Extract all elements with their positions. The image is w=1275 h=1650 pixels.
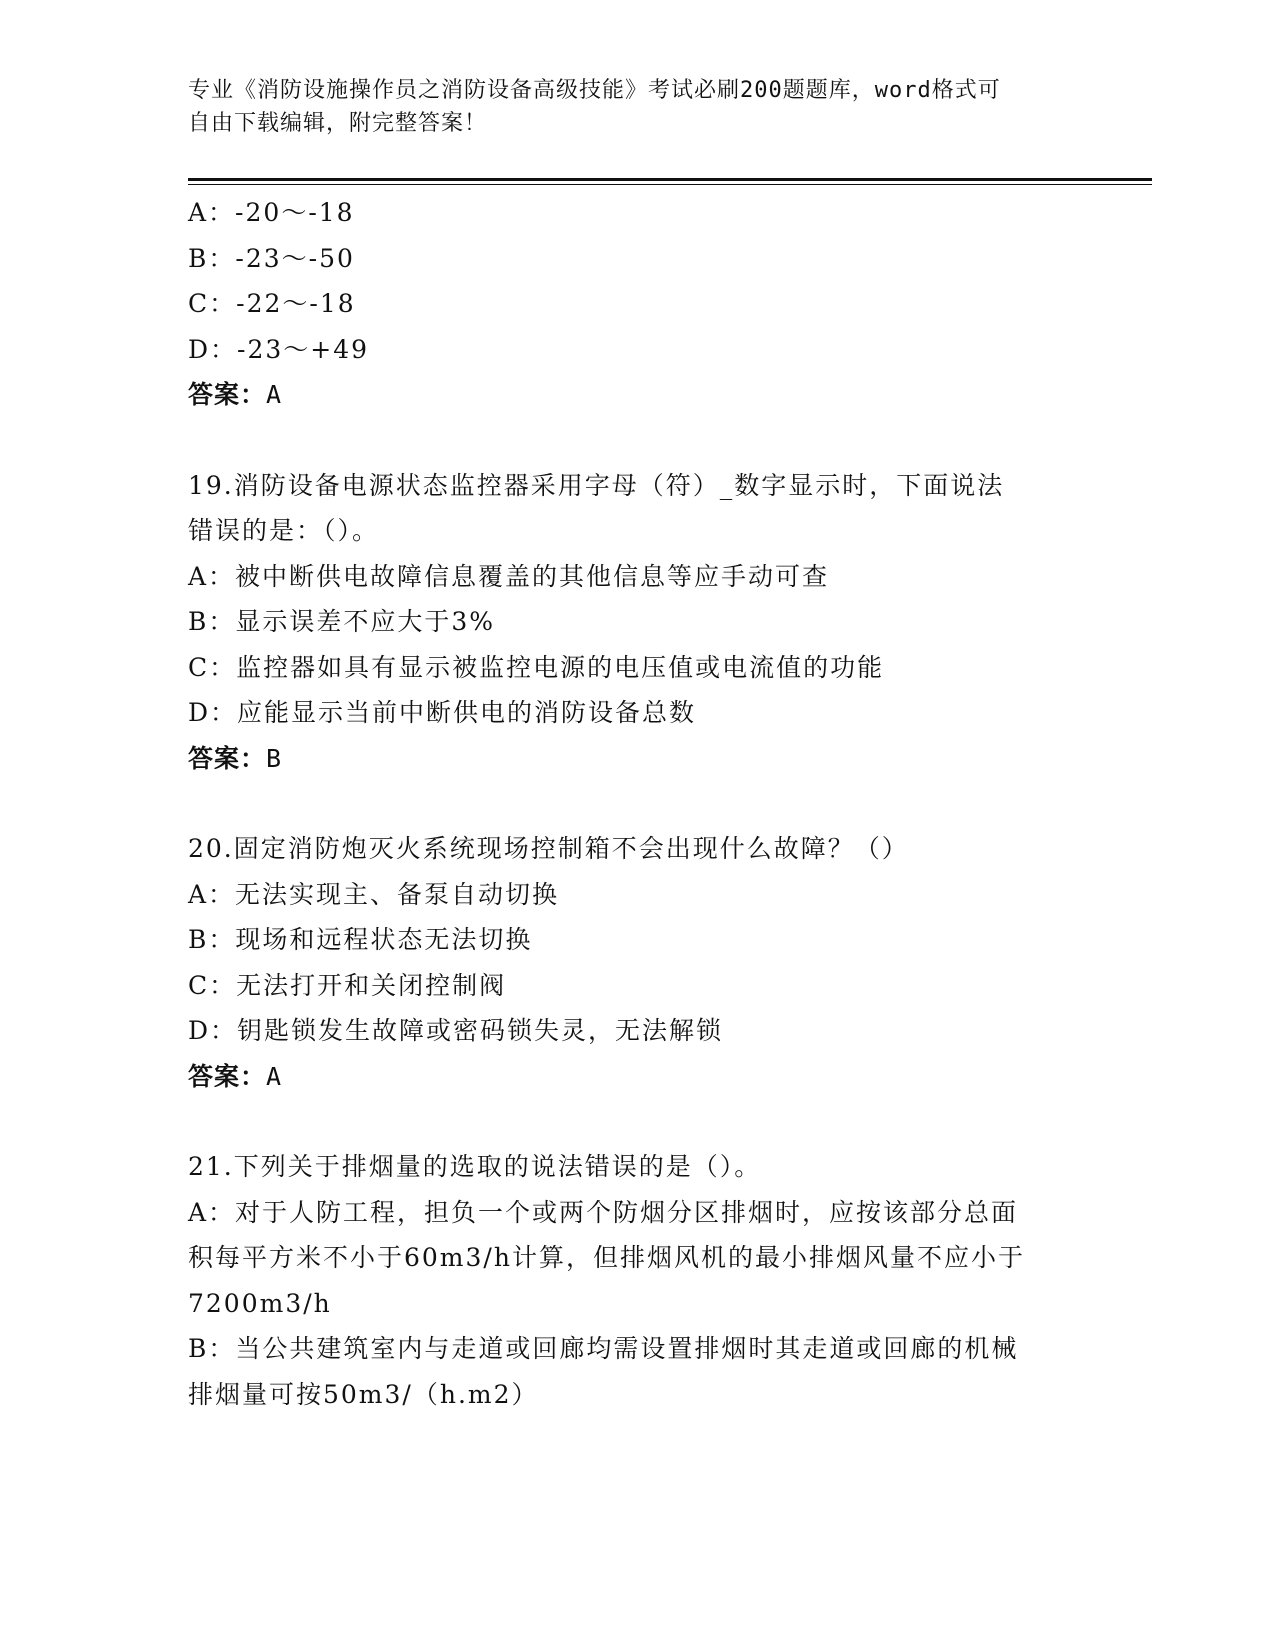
q18-answer-value: A (266, 380, 283, 409)
q19-answer-value: B (266, 743, 283, 773)
q20-answer-label: 答案： (188, 1061, 267, 1091)
header-line-2: 自由下载编辑，附完整答案！ (188, 111, 488, 136)
q19-option-d: D：应能显示当前中断供电的消防设备总数 (188, 698, 697, 727)
header-rule-thick (188, 178, 1152, 181)
q18-option-c: C：-22～-18 (188, 289, 356, 318)
q19-answer (188, 736, 1088, 782)
q20-option-c: C：无法打开和关闭控制阀 (188, 970, 507, 1000)
q19-answer-label: 答案： (188, 743, 267, 773)
q21-option-a-line-3: 7200m3/h (188, 1288, 332, 1318)
header-rule-thin (188, 184, 1152, 185)
q20-answer (188, 1054, 1088, 1100)
q20-option-a: A：无法实现主、备泵自动切换 (188, 879, 560, 909)
question-18-block (188, 190, 1088, 418)
q21-option-a-line-1: A：对于人防工程，担负一个或两个防烟分区排烟时，应按该部分总面 (188, 1197, 1019, 1227)
q21-stem-line-1: 21.下列关于排烟量的选取的说法错误的是（）。 (188, 1152, 762, 1181)
q18-option-a: A：-20～-18 (188, 198, 355, 227)
q19-option-c: C：监控器如具有显示被监控电源的电压值或电流值的功能 (188, 652, 885, 682)
spacer (188, 418, 1088, 463)
q18-answer-label: 答案： (188, 380, 267, 409)
question-content (188, 190, 1088, 1417)
document-header (188, 74, 1068, 140)
q19-stem-line-2: 错误的是：（）。 (188, 516, 380, 545)
q18-option-d: D：-23～+49 (188, 334, 370, 364)
q19-stem-line-1: 19.消防设备电源状态监控器采用字母（符）_数字显示时，下面说法 (188, 470, 1005, 500)
q21-option-a-line-2: 积每平方米不小于60m3/h计算，但排烟风机的最小排烟风量不应小于 (188, 1243, 1025, 1272)
question-20-block (188, 826, 1088, 1099)
q21-option-b-line-2: 排烟量可按50m3/（h.m2） (188, 1379, 539, 1409)
spacer (188, 781, 1088, 826)
question-21-block (188, 1144, 1088, 1417)
q19-option-a: A：被中断供电故障信息覆盖的其他信息等应手动可查 (188, 561, 830, 591)
q20-stem-line-1: 20.固定消防炮灭火系统现场控制箱不会出现什么故障？（） (188, 834, 909, 863)
q21-option-b-line-1: B：当公共建筑室内与走道或回廊均需设置排烟时其走道或回廊的机械 (188, 1334, 1019, 1363)
q18-answer (188, 372, 1088, 418)
spacer (188, 1099, 1088, 1144)
q18-option-b: B：-23～-50 (188, 243, 355, 273)
q20-answer-value: A (266, 1061, 283, 1091)
header-line-1: 专业《消防设施操作员之消防设备高级技能》考试必刷200题题库，word格式可 (188, 78, 1001, 103)
q19-option-b: B：显示误差不应大于3% (188, 607, 496, 636)
question-19-block (188, 463, 1088, 782)
q20-option-b: B：现场和远程状态无法切换 (188, 925, 533, 954)
q20-option-d: D：钥匙锁发生故障或密码锁失灵，无法解锁 (188, 1016, 724, 1045)
